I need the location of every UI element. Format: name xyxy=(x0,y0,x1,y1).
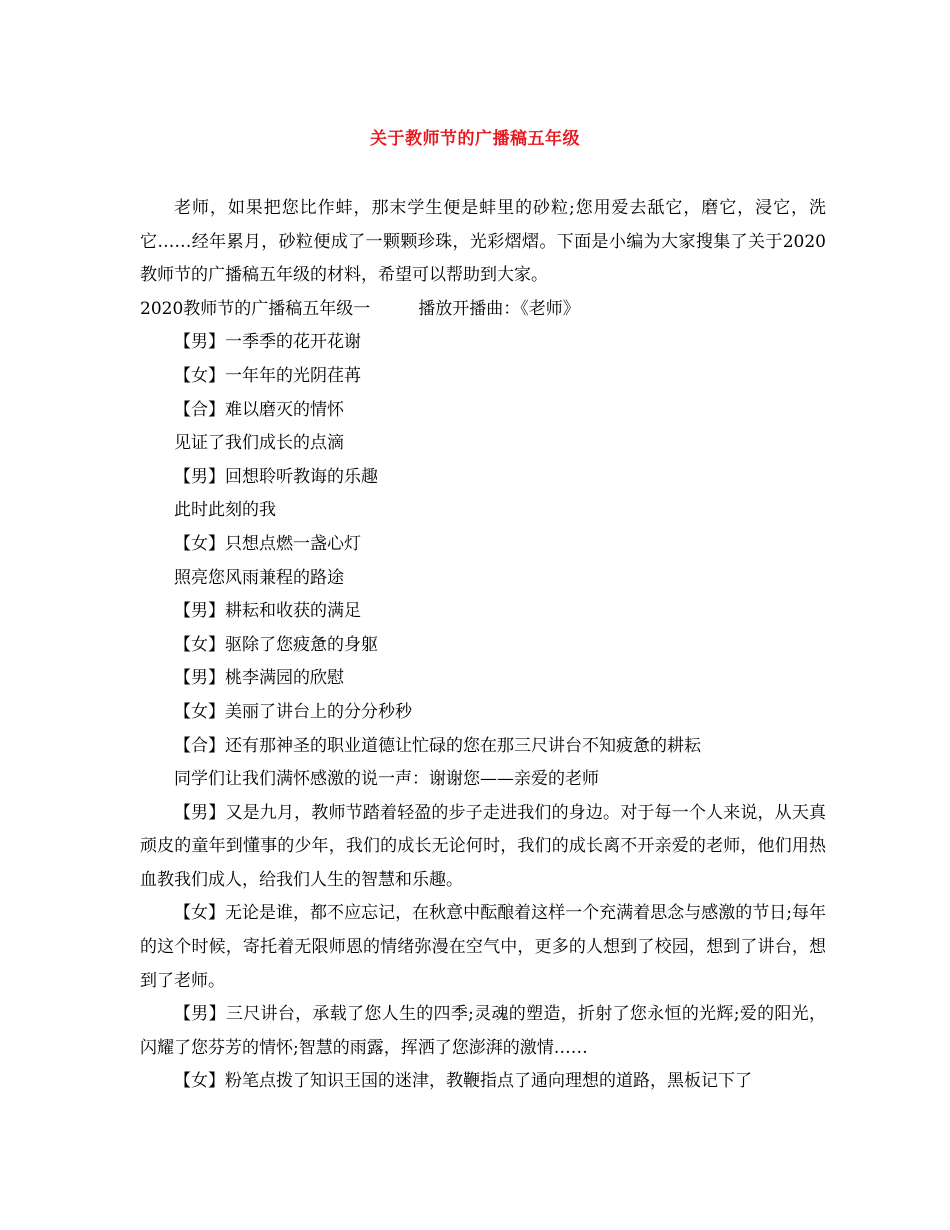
script-line: 见证了我们成长的点滴 xyxy=(174,433,344,454)
script-line: 此时此刻的我 xyxy=(174,500,276,521)
script-line: 【男】桃李满园的欣慰 xyxy=(174,668,344,689)
section-heading-line xyxy=(140,293,826,327)
body-paragraph: 【女】粉笔点拨了知识王国的迷津，教鞭指点了通向理想的道路，黑板记下了 xyxy=(174,1071,752,1092)
script-line: 【男】回想聆听教诲的乐趣 xyxy=(174,466,378,487)
intro-paragraph: 老师，如果把您比作蚌，那末学生便是蚌里的砂粒;您用爱去舐它，磨它，浸它，洗它……经年累月，砂粒便成了一颗颗珍珠，光彩熠熠。下面是小编为大家搜集了关于2020教师节的广播稿五年级的材料，希望可以帮助到大家。 xyxy=(140,198,826,286)
script-line: 【男】一季季的花开花谢 xyxy=(174,332,361,353)
music-note: 播放开播曲：《老师》 xyxy=(418,298,580,319)
script-line: 【合】难以磨灭的情怀 xyxy=(174,399,344,420)
script-line: 【合】还有那神圣的职业道德让忙碌的您在那三尺讲台不知疲惫的耕耘 xyxy=(174,735,701,756)
script-line: 照亮您风雨兼程的路途 xyxy=(174,567,344,588)
script-line: 【女】美丽了讲台上的分分秒秒 xyxy=(174,701,412,722)
body-paragraph: 【男】三尺讲台，承载了您人生的四季;灵魂的塑造，折射了您永恒的光辉;爱的阳光，闪耀了您芬芳的情怀;智慧的雨露，挥洒了您澎湃的激情…… xyxy=(140,1004,826,1058)
script-line: 【男】耕耘和收获的满足 xyxy=(174,601,361,622)
script-line: 【女】只想点燃一盏心灯 xyxy=(174,533,361,554)
script-line: 同学们让我们满怀感激的说一声：谢谢您——亲爱的老师 xyxy=(174,769,599,790)
document-body xyxy=(140,192,826,1099)
body-paragraph: 【女】无论是谁，都不应忘记，在秋意中酝酿着这样一个充满着思念与感激的节日;每年的这个时候，寄托着无限师恩的情绪弥漫在空气中，更多的人想到了校园，想到了讲台，想到了老师。 xyxy=(140,903,826,991)
section-heading: 2020教师节的广播稿五年级一 xyxy=(140,298,371,319)
script-line: 【女】一年年的光阴荏苒 xyxy=(174,365,361,386)
document-title: 关于教师节的广播稿五年级 xyxy=(370,129,580,149)
body-paragraph: 【男】又是九月，教师节踏着轻盈的步子走进我们的身边。对于每一个人来说，从天真顽皮的童年到懂事的少年，我们的成长无论何时，我们的成长离不开亲爱的老师，他们用热血教我们成人，给我们人生的智慧和乐趣。 xyxy=(140,802,826,890)
script-line: 【女】驱除了您疲惫的身躯 xyxy=(174,634,378,655)
